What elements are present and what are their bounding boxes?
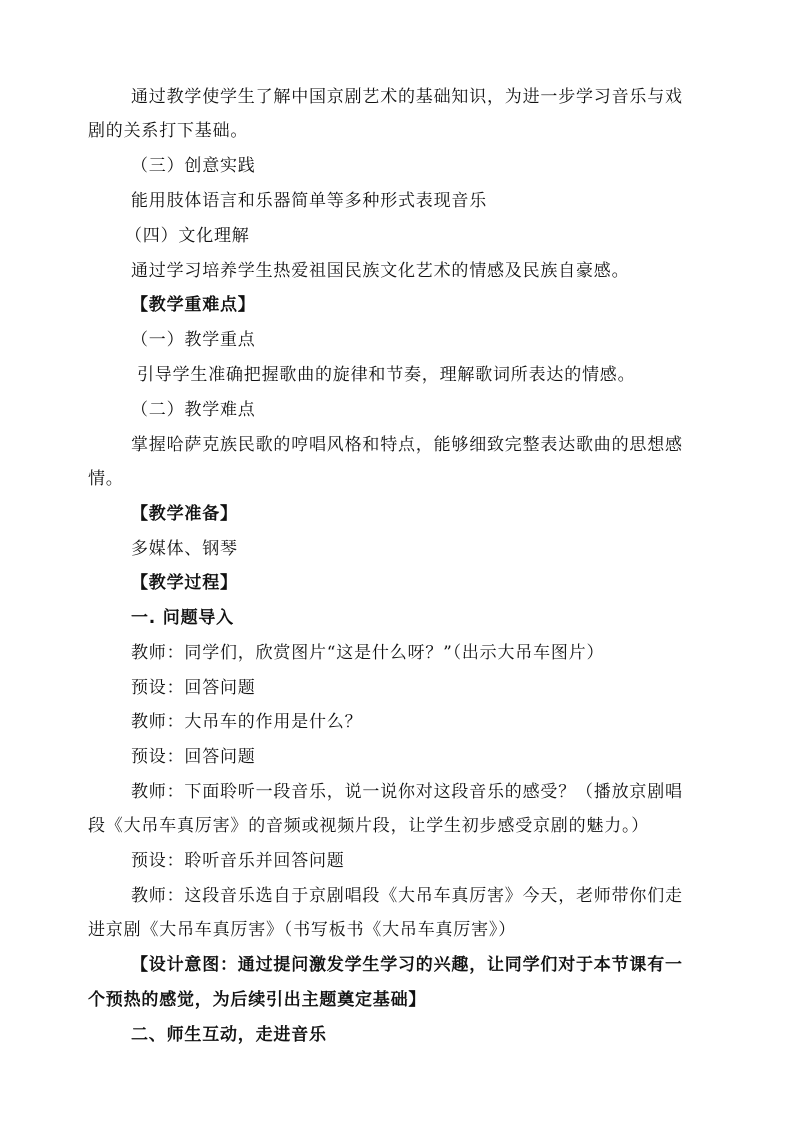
dialogue-line: 预设：回答问题 xyxy=(131,678,256,698)
paragraph-line: 掌握哈萨克族民歌的哼唱风格和特点，能够细致完整表达歌曲的思想感 xyxy=(131,435,683,455)
part-title: 二、师生互动，走进音乐 xyxy=(131,1025,327,1045)
paragraph-line: 通过教学使学生了解中国京剧艺术的基础知识，为进一步学习音乐与戏 xyxy=(131,87,683,107)
dialogue-line: 教师：同学们，欣赏图片“这是什么呀？”（出示大吊车图片） xyxy=(131,643,605,663)
section-title: （四）文化理解 xyxy=(125,226,250,246)
part-title: 一. 问题导入 xyxy=(131,608,234,628)
dialogue-line: 教师：下面聆听一段音乐，说一说你对这段音乐的感受？（播放京剧唱 xyxy=(131,782,683,802)
paragraph-line: 能用肢体语言和乐器简单等多种形式表现音乐 xyxy=(131,191,487,211)
dialogue-line: 预设：回答问题 xyxy=(131,747,256,767)
dialogue-line: 进京剧《大吊车真厉害》（书写板书《大吊车真厉害》） xyxy=(88,920,516,940)
heading-preparation: 【教学准备】 xyxy=(131,504,238,524)
subheading: （一）教学重点 xyxy=(131,330,256,350)
dialogue-line: 预设：聆听音乐并回答问题 xyxy=(131,851,345,871)
paragraph-line: 多媒体、钢琴 xyxy=(131,539,238,559)
heading-key-points: 【教学重难点】 xyxy=(131,295,256,315)
dialogue-line: 段《大吊车真厉害》的音频或视频片段，让学生初步感受京剧的魅力。） xyxy=(88,816,650,836)
dialogue-line: 教师：大吊车的作用是什么？ xyxy=(131,712,363,732)
subheading: （二）教学难点 xyxy=(131,400,256,420)
paragraph-line: 通过学习培养学生热爱祖国民族文化艺术的情感及民族自豪感。 xyxy=(131,261,630,281)
paragraph-line: 剧的关系打下基础。 xyxy=(88,121,249,141)
paragraph-line: 情。 xyxy=(88,469,124,489)
design-intent: 个预热的感觉，为后续引出主题奠定基础】 xyxy=(88,990,427,1010)
design-intent: 【设计意图：通过提问激发学生学习的兴趣，让同学们对于本节课有一 xyxy=(131,955,683,975)
heading-process: 【教学过程】 xyxy=(131,573,238,593)
paragraph-line: 引导学生准确把握歌曲的旋律和节奏，理解歌词所表达的情感。 xyxy=(137,365,636,385)
section-title: （三）创意实践 xyxy=(131,156,256,176)
dialogue-line: 教师：这段音乐选自于京剧唱段《大吊车真厉害》今天，老师带你们走 xyxy=(131,886,683,906)
